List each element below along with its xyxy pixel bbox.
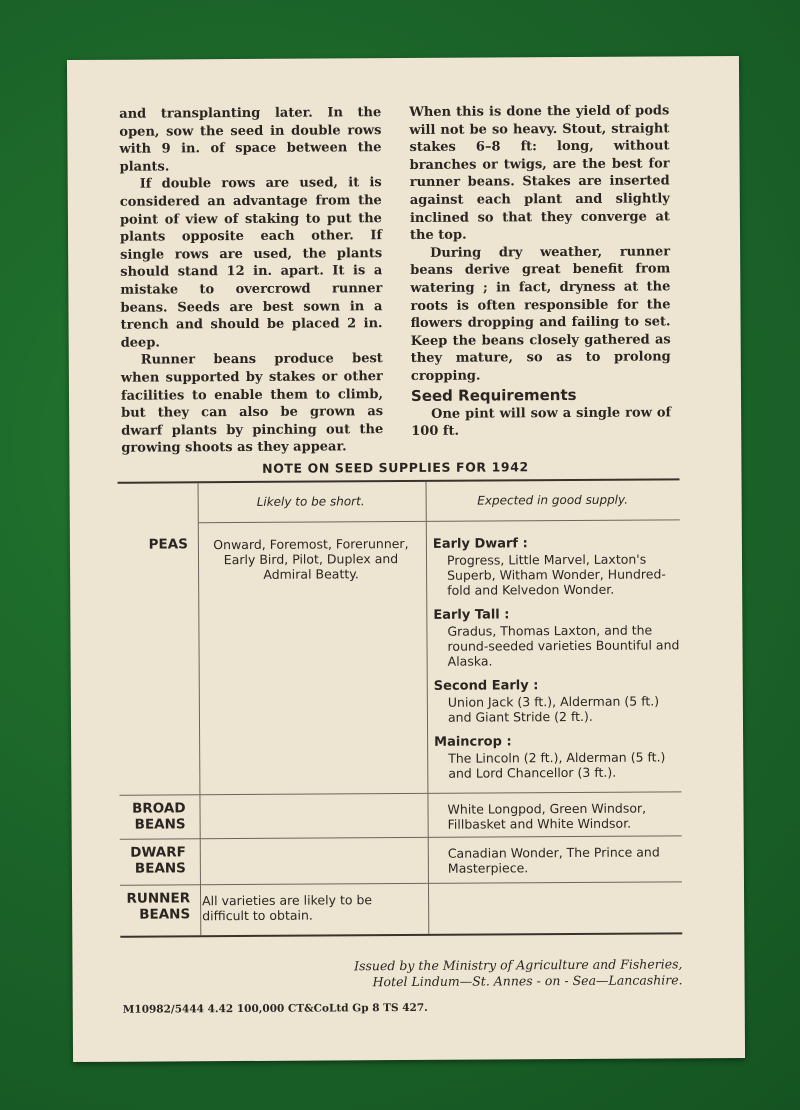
column-divider [198, 483, 199, 523]
table-header-row [118, 480, 680, 523]
group-heading: Early Tall : [433, 607, 510, 623]
table-row-broad-beans [119, 792, 681, 839]
paragraph: During dry weather, runner beans derive great benefit from watering ; in fact, dryness at the roots is often responsible for the flowers dropping and failing to set. Keep the beans closely gathered as they mature, so as to prolong cropping. [410, 244, 671, 384]
crop-name [105, 801, 185, 832]
header-good: Expected in good supply. [477, 492, 629, 508]
paragraph: and transplanting later. In the open, sow the seed in double rows with 9 in. of space between the plants. [119, 105, 382, 175]
variety-group [433, 605, 680, 669]
left-text-column [119, 104, 383, 457]
issuer-line: Issued by the Ministry of Agriculture and Fisheries, [354, 956, 683, 974]
short-varieties: Onward, Foremost, Forerunner, Early Bird, Pilot, Duplex and Admiral Beatty. [213, 535, 409, 582]
variety-group [434, 676, 681, 725]
group-text: The Lincoln (2 ft.), Alderman (5 ft.) and Lord Chancellor (3 ft.). [448, 749, 666, 781]
print-code: M10982/5444 4.42 100,000 CT&CoLtd Gp 8 TS 427. [122, 1001, 428, 1016]
group-heading: Maincrop : [434, 734, 512, 750]
paragraph: Runner beans produce best when supported by stakes or other facilities to enable them to climb, but they can also be grown as dwarf plants by pinching out the growing shoots as they appear. [120, 351, 384, 457]
column-divider [199, 795, 200, 839]
group-heading: Second Early : [433, 678, 539, 694]
seed-note-title: NOTE ON SEED SUPPLIES FOR 1942 [262, 459, 529, 476]
column-divider [426, 522, 429, 794]
header-short: Likely to be short. [256, 494, 365, 509]
crop-name-line: BROAD [132, 800, 186, 817]
group-text: Union Jack (3 ft.), Alderman (5 ft.) and Giant Stride (2 ft.). [447, 693, 660, 725]
crop-name: PEAS [148, 536, 188, 553]
group-text: Gradus, Thomas Laxton, and the round-seeded varieties Bountiful and Alaska. [447, 622, 680, 669]
crop-name [106, 845, 186, 876]
short-varieties: All varieties are likely to be difficult to obtain. [202, 892, 373, 924]
paragraph: One pint will sow a single row of 100 ft. [411, 404, 672, 440]
column-divider [428, 838, 429, 884]
table-row-runner-beans [120, 882, 682, 935]
paragraph: When this is done the yield of pods will not be so heavy. Stout, straight stakes 6–8 ft: long, without branches or twigs, are the best for runner beans. Stakes are inserted against each plant and slightly inclined so that they converge at the top. [409, 103, 670, 244]
crop-name-line: DWARF [130, 844, 186, 861]
variety-group [433, 534, 680, 598]
group-text: Progress, Little Marvel, Laxton's Superb, Witham Wonder, Hundred-fold and Kelvedon Wonder. [446, 551, 666, 598]
group-heading: Early Dwarf : [432, 536, 528, 552]
good-varieties: White Longpod, Green Windsor, Fillbasket and White Windsor. [447, 800, 647, 832]
crop-name-line: BEANS [139, 905, 191, 923]
column-divider [198, 523, 201, 795]
right-text-column [409, 102, 671, 440]
crop-name [110, 891, 190, 922]
crop-name-line: BEANS [134, 859, 186, 877]
column-divider [200, 839, 201, 885]
column-divider [427, 794, 428, 838]
section-heading: Seed Requirements [410, 385, 577, 405]
crop-name-line: RUNNER [126, 890, 191, 907]
paragraph: If double rows are used, it is considered an advantage from the point of view of staking to put the plants opposite each other. If single rows are used, the plants should stand 12 in. apart. It is a mistake to overcrowd runner beans. Seeds are best sown in a trench and should be placed 2 in. deep. [119, 175, 383, 351]
leaflet-page [67, 56, 745, 1062]
seed-supply-table [118, 478, 683, 937]
issuer-note [262, 956, 682, 991]
variety-group [434, 732, 681, 781]
table-row-dwarf-beans [120, 836, 682, 885]
crop-name-line: BEANS [134, 815, 186, 833]
table-row-peas [118, 520, 682, 795]
column-divider [428, 884, 429, 934]
good-varieties [433, 534, 682, 790]
issuer-line: Hotel Lindum—St. Annes - on - Sea—Lancashire. [372, 972, 683, 990]
good-varieties: Canadian Wonder, The Prince and Masterpiece. [447, 844, 660, 876]
